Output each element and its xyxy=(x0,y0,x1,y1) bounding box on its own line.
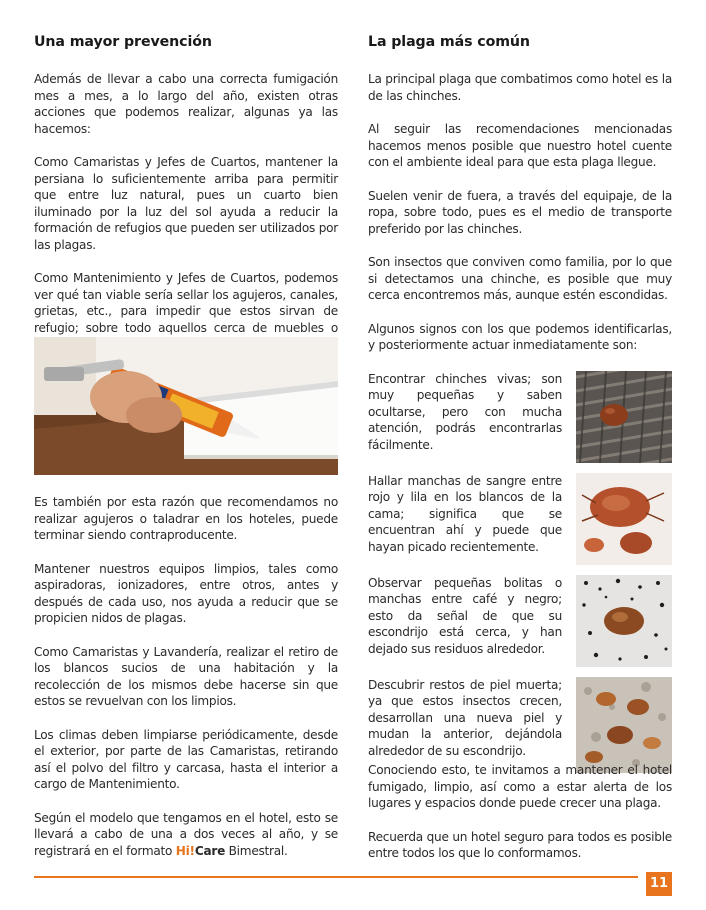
sign-text: Descubrir restos de piel muerta; ya que estos insectos crecen, desarrollan una nueva piel y mudan la anterior, dejándola alrededor de su escondrijo. xyxy=(368,677,562,758)
right-column-closing xyxy=(368,762,672,879)
paragraph: Al seguir las recomendaciones mencionadas hacemos menos posible que nuestro hotel cuente con el ambiente ideal para que esta plaga llegue. xyxy=(368,122,672,169)
paragraph: La principal plaga que combatimos como hotel es la de las chinches. xyxy=(368,72,672,103)
bedbug-droppings-photo xyxy=(576,575,672,667)
sign-row-live-bugs xyxy=(368,371,672,463)
paragraph: Recuerda que un hotel seguro para todos es posible entre todos los que lo conformamos. xyxy=(368,829,672,860)
brand-care: Care xyxy=(194,843,226,858)
sign-text: Observar pequeñas bolitas o manchas entre café y negro; esto da señal de que su escondrijo está cerca, y han dejado sus residuos alrededor. xyxy=(368,575,562,656)
left-column-continued xyxy=(34,494,338,876)
paragraph-text: Bimestral. xyxy=(225,843,288,858)
paragraph: Suelen venir de fuera, a través del equipaje, de la ropa, sobre todo, pues es el medio de transporte preferido por las chinches. xyxy=(368,188,672,236)
paragraph: Mantener nuestros equipos limpios, tales como aspiradoras, ionizadores, entre otros, antes y después de cada uso, nos ayuda a reducir que se propicien nidos de plagas. xyxy=(34,561,338,625)
bedbug-shed-skins-photo xyxy=(576,677,672,773)
section-heading-pest: La plaga más común xyxy=(368,34,530,50)
paragraph: Es también por esta razón que recomendamos no realizar agujeros o taladrar en los hoteles, puede terminar siendo contraproducente. xyxy=(34,495,338,542)
caulking-photo xyxy=(34,337,338,475)
sign-row-droppings xyxy=(368,575,672,667)
paragraph: Los climas deben limpiarse periódicamente, desde el exterior, por parte de las Camaristas, retirando así el polvo del filtro y carcasa, hasta el interior a cargo de Mantenimiento. xyxy=(34,727,338,791)
bedbug-on-fabric-photo xyxy=(576,371,672,463)
sign-text: Hallar manchas de sangre entre rojo y lila en los blancos de la cama; significa que se encuentran ahí y puede que hayan picado recientemente. xyxy=(368,473,562,554)
paragraph-format xyxy=(34,810,338,860)
paragraph-text: Según el modelo que tengamos en el hotel, esto se llevará a cabo de una a dos veces al año, y se registrará en el formato xyxy=(34,810,338,858)
paragraph: Como Camaristas y Jefes de Cuartos, mantener la persiana lo suficientemente arriba para permitir que entre luz natural, pues un cuarto bien iluminado por la luz del sol ayuda a reducir la formación de refugios que pueden ser utilizados por las plagas. xyxy=(34,155,338,252)
paragraph: Como Mantenimiento y Jefes de Cuartos, podemos ver qué tan viable sería sellar los agujeros, canales, grietas, etc., para impedir que estos sirvan de refugio; sobre todo aquellos cerca de muebles o xyxy=(34,271,338,335)
page-number: 11 xyxy=(646,872,672,896)
section-heading-prevention: Una mayor prevención xyxy=(34,34,212,50)
bedbug-closeup-photo xyxy=(576,473,672,565)
sign-row-blood-stains xyxy=(368,473,672,565)
sign-row-dead-skin xyxy=(368,677,672,773)
paragraph: Son insectos que conviven como familia, por lo que si detectamos una chinche, es posible que muy cerca encontremos más, aunque estén escondidas. xyxy=(368,255,672,302)
footer-divider xyxy=(34,876,638,878)
sign-text: Encontrar chinches vivas; son muy pequeñas y saben ocultarse, pero con mucha atención, podrás encontrarlas fácilmente. xyxy=(368,371,562,452)
left-column xyxy=(34,34,338,370)
paragraph: Como Camaristas y Lavandería, realizar el retiro de los blancos sucios de una habitación y la recolección de los mismos debe hacerse sin que estos se revuelvan con los limpios. xyxy=(34,644,338,708)
brand-hi: Hi! xyxy=(175,843,195,858)
paragraph: Además de llevar a cabo una correcta fumigación mes a mes, a lo largo del año, existen otras acciones que podemos realizar, algunas ya las hacemos: xyxy=(34,72,338,136)
paragraph: Conociendo esto, te invitamos a mantener el hotel fumigado, limpio, así como a estar alerta de los lugares y espacios donde puede crecer una plaga. xyxy=(368,763,672,810)
right-column xyxy=(368,34,672,773)
paragraph: Algunos signos con los que podemos identificarlas, y posteriormente actuar inmediatamente son: xyxy=(368,321,672,352)
